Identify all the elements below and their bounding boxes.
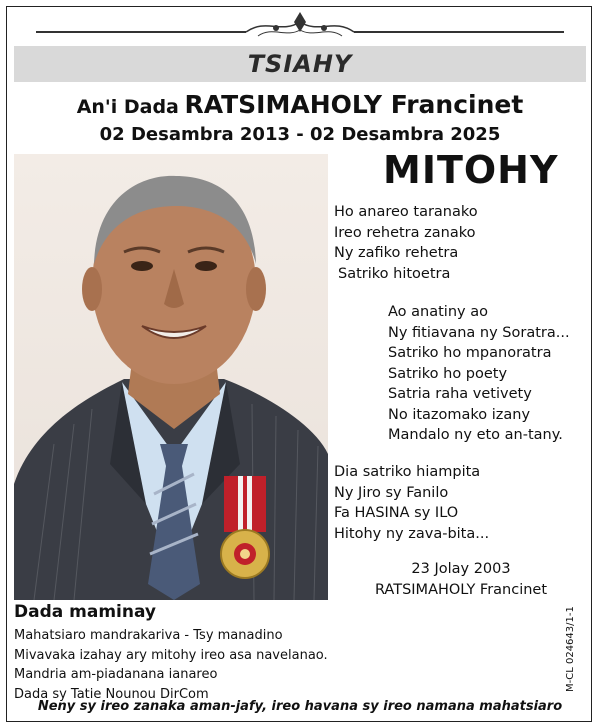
name-prefix: An'i Dada: [76, 96, 179, 118]
poem-title: MITOHY: [383, 148, 559, 192]
poem-stanza-1: [334, 202, 478, 284]
reference-code: M-CL 024643/1-1: [565, 606, 576, 692]
poem-line: Ho anareo taranako: [334, 204, 478, 220]
poem-stanza-2: [388, 302, 570, 446]
tribute-line: Mahatsiaro mandrakariva - Tsy manadino: [14, 628, 283, 643]
poem-line: Ireo rehetra zanako: [334, 224, 476, 241]
portrait-photo: [14, 154, 328, 600]
poem-signature: [372, 559, 550, 600]
tribute-line: Mandria am-piadanana ianareo: [14, 667, 218, 682]
ornament-divider: [36, 8, 564, 40]
poem-line: Mandalo ny eto an-tany.: [388, 427, 563, 443]
poem-line: Fa HASINA sy ILO: [334, 505, 459, 521]
poem-stanza-3: [334, 462, 489, 544]
poem-line: Satria raha vetivety: [388, 386, 532, 402]
poem-line: Ao anatiny ao: [388, 304, 488, 320]
brand-title: TSIAHY: [247, 50, 353, 78]
tribute-line: Dada sy Tatie Nounou DirCom: [14, 686, 209, 702]
poem-line: Satriko ho poety: [388, 365, 508, 382]
portrait-illustration: [14, 154, 328, 600]
signature-date: 23 Jolay 2003: [411, 561, 511, 577]
poem-line: Satriko ho mpanoratra: [388, 345, 552, 361]
tribute-text: [14, 626, 328, 704]
poem-line: Ny Jiro sy Fanilo: [334, 484, 449, 501]
deceased-name: RATSIMAHOLY Francinet: [184, 90, 524, 119]
memorial-dates: 02 Desambra 2013 - 02 Desambra 2025: [99, 124, 501, 145]
poem-line: Dia satriko hiampita: [334, 464, 481, 480]
deceased-name-line: [0, 90, 600, 119]
footer-signatories: Neny sy ireo zanaka aman-jafy, ireo havana sy ireo namana mahatsiaro: [37, 699, 563, 714]
poem-line: Satriko hitoetra: [338, 265, 451, 282]
signature-name: RATSIMAHOLY Francinet: [374, 581, 548, 598]
poem-line: No itazomako izany: [388, 406, 531, 423]
tribute-title: Dada maminay: [14, 602, 157, 622]
tribute-line: Mivavaka izahay ary mitohy ireo asa navelanao.: [14, 647, 328, 663]
poem-line: Ny zafiko rehetra: [334, 245, 459, 261]
poem-line: Ny fitiavana ny Soratra...: [388, 324, 570, 341]
poem-line: Hitohy ny zava-bita...: [334, 525, 490, 542]
